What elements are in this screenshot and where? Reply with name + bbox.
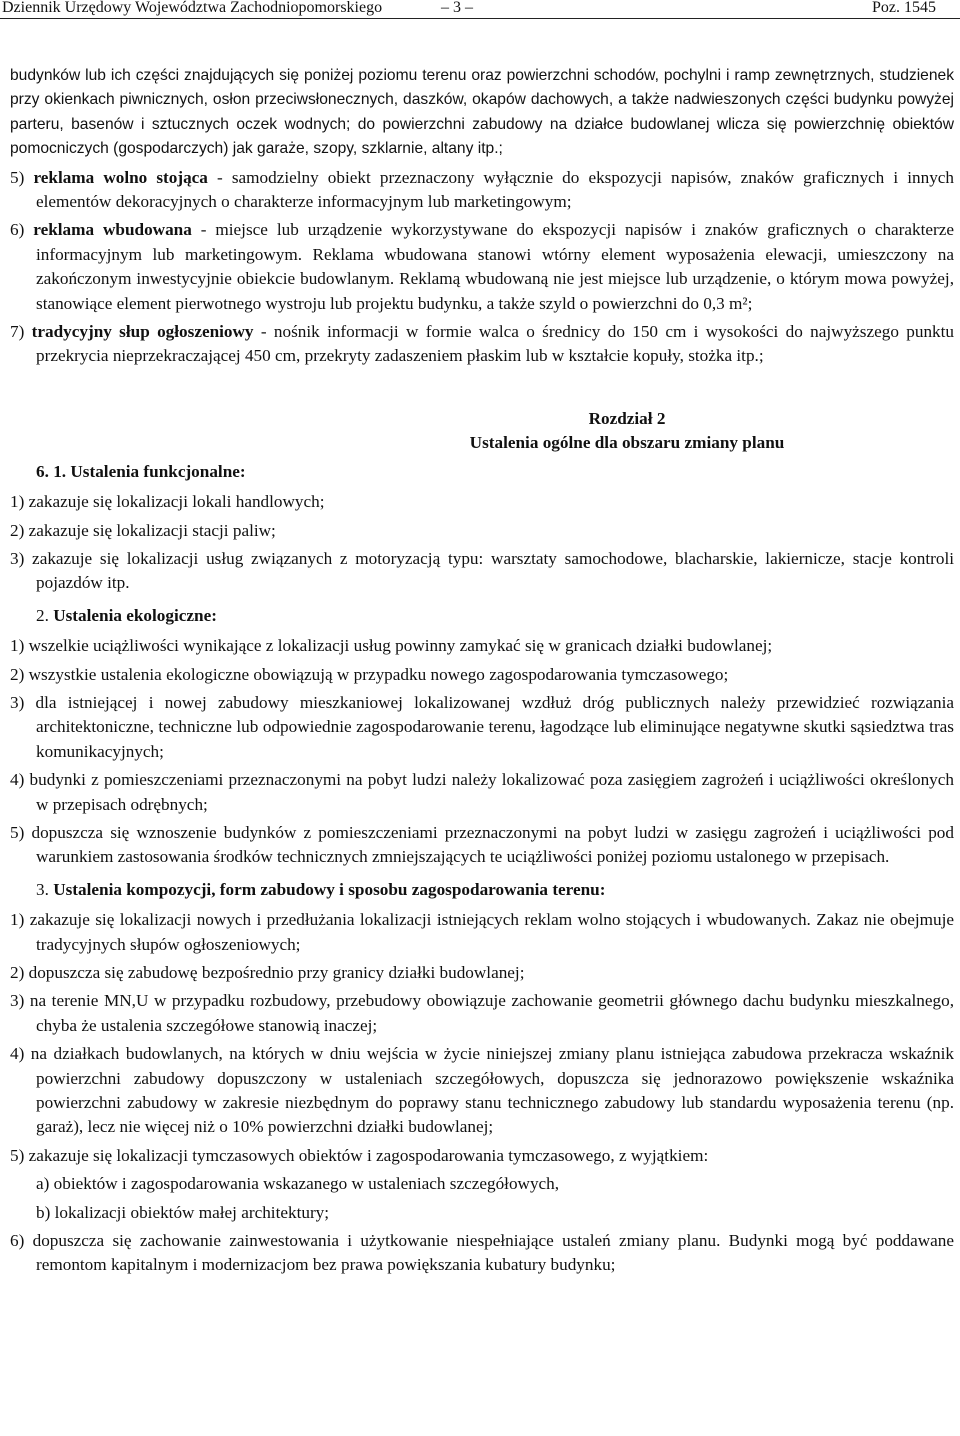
list-item: 4) na działkach budowlanych, na których w dniu wejścia w życie niniejszej zmiany planu istniejąca zabudowa przekracza wskaźnik powierzchni zabudowy dopuszczony w ustaleniach szczegółowych, dopuszcza się jednorazowo powiększenie wskaźnika powierzchni zabudowy w zakresie niezbędnym do poprawy stanu technicznego zabudowy lub standardu wyposażenia terenu (np. garaż), lecz nie więcej niż o 10% powierzchni działki budowlanej; (10, 1044, 954, 1137)
document-body (10, 64, 954, 1282)
list-item: 3) na terenie MN,U w przypadku rozbudowy, przebudowy obowiązuje zachowanie geometrii głównego dachu budynku mieszkalnego, chyba że ustalenia szczegółowe stanowią inaczej; (10, 991, 954, 1035)
list-item: 5) zakazuje się lokalizacji tymczasowych obiektów i zagospodarowania tymczasowego, z wyjątkiem: (10, 1145, 709, 1165)
list-item: 2) zakazuje się lokalizacji stacji paliw; (10, 520, 276, 540)
list-item: 4) budynki z pomieszczeniami przeznaczonymi na pobyt ludzi należy lokalizować poza zasięgiem zagrożeń i uciążliwości określonych w przepisach odrębnych; (10, 770, 954, 814)
list-item: 3) zakazuje się lokalizacji usług związanych z motoryzacją typu: warsztaty samochodowe, blacharskie, lakiernicze, stacje kontroli pojazdów itp. (10, 548, 954, 593)
page-number: – 3 – (441, 0, 473, 16)
list-item: 1) zakazuje się lokalizacji nowych i przedłużania lokalizacji istniejących reklam wolno stojących i wbudowanych. Zakaz nie obejmuje tradycyjnych słupów ogłoszeniowych; (10, 910, 954, 954)
list-item: 6) dopuszcza się zachowanie zainwestowania i użytkowanie niespełniające ustaleń zmiany planu. Budynki mogą być poddawane remontom kapitalnym i modernizacjom bez prawa powiększania kubatury budynku; (10, 1231, 954, 1275)
list-item: 2) wszystkie ustalenia ekologiczne obowiązują w przypadku nowego zagospodarowania tymczasowego; (10, 664, 729, 684)
definition-item: 5) reklama wolno stojąca - samodzielny obiekt przeznaczony wyłącznie do ekspozycji napisów, znaków graficznych i innych elementów dekoracyjnych o charakterze informacyjnym lub marketingowym; (10, 167, 955, 212)
section-heading: 2. Ustalenia ekologiczne: (36, 605, 217, 625)
section-heading: 3. Ustalenia kompozycji, form zabudowy i sposobu zagospodarowania terenu: (36, 879, 606, 899)
page-header (0, 0, 960, 20)
position-number: Poz. 1545 (872, 0, 936, 16)
sub-list-item: b) lokalizacji obiektów małej architektury; (36, 1202, 330, 1222)
list-item: 1) zakazuje się lokalizacji lokali handlowych; (10, 492, 325, 512)
list-item: 2) dopuszcza się zabudowę bezpośrednio przy granicy działki budowlanej; (10, 963, 525, 982)
list-item: 3) dla istniejącej i nowej zabudowy mieszkaniowej lokalizowanej wzdłuż dróg publicznych należy przewidzieć rozwiązania architektoniczne, techniczne lub odpowiednie zagospodarowanie terenu, łagodzące lub eliminujące negatywne skutki sąsiedztwa tras komunikacyjnych; (10, 692, 954, 761)
intro-paragraph: budynków lub ich części znajdujących się poniżej poziomu terenu oraz powierzchni schodów, pochylni i ramp zewnętrznych, studzienek przy okienkach piwnicznych, osłon przeciwsłonecznych, daszków, okapów dachowych, a także nadwieszonych części budynku powyżej parteru, basenów i sztucznych oczek wodnych; do powierzchni zabudowy na działce budowlanej wlicza się powierzchnię obiektów pomocniczych (gospodarczych) jak garaże, szopy, szklarnie, altany itp.; (10, 67, 954, 158)
definition-item: 7) tradycyjny słup ogłoszeniowy - nośnik informacji w formie walca o średnicy do 150 cm i wysokości do najwyższego punktu przekrycia nieprzekraczającej 450 cm, przekryty zadaszeniem płaskim lub w kształcie kopuły, stożka itp.; (10, 322, 955, 366)
list-item: 5) dopuszcza się wznoszenie budynków z pomieszczeniami przeznaczonymi na pobyt ludzi w zasięgu zagrożeń i uciążliwości pod warunkiem zastosowania środków technicznych zmniejszających te uciążliwości poniżej poziomu ustalonego w przepisach. (10, 822, 954, 867)
section-heading: 6. 1. Ustalenia funkcjonalne: (36, 461, 246, 481)
list-item: 1) wszelkie uciążliwości wynikające z lokalizacji usług powinny zamykać się w granicach działki budowlanej; (10, 636, 773, 656)
sub-list-item: a) obiektów i zagospodarowania wskazanego w ustaleniach szczegółowych, (36, 1174, 560, 1194)
header-rule (0, 18, 960, 19)
journal-title: Dziennik Urzędowy Województwa Zachodniopomorskiego (2, 0, 383, 16)
chapter-subtitle: Ustalenia ogólne dla obszaru zmiany planu (469, 433, 785, 453)
chapter-title: Rozdział 2 (588, 408, 666, 428)
definition-item: 6) reklama wbudowana - miejsce lub urządzenie wykorzystywane do ekspozycji napisów i znaków graficznych o charakterze informacyjnym lub marketingowym. Reklama wbudowana stanowi wtórny element wyposażenia elewacji, umieszczony na zakończonym inwestycyjnie obiekcie budowlanym. Reklamą wbudowaną nie jest miejsce lub urządzenie, o którym mowa powyżej, stanowiące element pierwotnego wystroju lub projektu budynku, a także szyld o powierzchni do 0,3 m²; (10, 220, 955, 313)
